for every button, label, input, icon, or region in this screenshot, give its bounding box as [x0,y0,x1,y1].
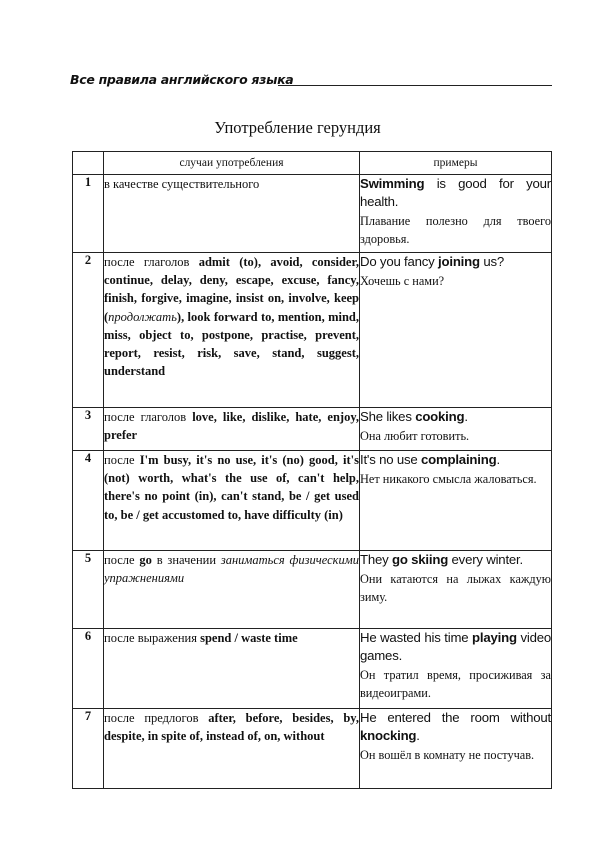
usage-case [104,451,360,551]
case-lead: после [104,453,140,467]
row-number: 6 [73,629,104,709]
example-cell [360,551,552,629]
row-number: 5 [73,551,104,629]
usage-case [104,175,360,253]
header-num [73,152,104,175]
example-gerund: playing [472,630,517,645]
example-translation: Плавание полезно для твоего здоровья. [360,214,551,246]
example-after: us? [479,254,505,269]
example-cell [360,408,552,451]
example-before: She likes [360,409,416,424]
row-number: 2 [73,253,104,408]
example-cell [360,629,552,709]
section-title: Употребление герундия [214,118,381,137]
example-translation: Он тратил время, просиживая за видеоиграми. [360,668,551,700]
case-tail: в значении [151,553,221,567]
case-terms: spend / waste time [200,631,298,645]
example-after: . [416,728,420,743]
example-translation: Она любит готовить. [360,429,470,443]
running-title: Все правила английского языка [70,72,294,87]
example-translation: Они катаются на лыжах каждую зиму. [360,572,551,604]
gerund-usage-table [72,151,552,789]
header-examples: примеры [360,152,552,175]
example-after: . [496,452,500,467]
example-before: They [360,552,392,567]
example-gerund: joining [438,254,480,269]
table-row [73,408,552,451]
table-row [73,709,552,789]
case-lead: в качестве существительного [104,177,260,191]
example-english [360,629,551,665]
example-translation: Хочешь с нами? [360,274,445,288]
example-gerund: Swimming [360,176,425,191]
case-lead: после [104,553,140,567]
example-english [360,709,551,745]
row-number: 7 [73,709,104,789]
example-translation: Он вошёл в комнату не постучав. [360,748,535,762]
example-cell [360,451,552,551]
usage-case [104,709,360,789]
case-terms: after, before, besides, by, despite, in spite of, instead of, on, without [104,711,359,744]
example-after: is good for your health. [360,176,551,209]
row-number: 3 [73,408,104,451]
usage-case [104,253,360,408]
usage-case [104,629,360,709]
running-header [70,70,552,90]
case-terms: I'm busy, it's no use, it's (no) good, it's (not) worth, what's the use of, can't help, there's no point (in), can't stand, be / get used to, be / get accustomed to, have difficulty (in) [104,453,359,522]
example-english [360,253,551,271]
case-terms-after: ), look forward to, mention, mind, miss, object to, postpone, practise, prevent, report, resist, risk, save, stand, suggest, understand [104,309,359,379]
example-english [360,551,551,569]
table-row [73,175,552,253]
case-lead: после глаголов [104,255,199,269]
row-number: 4 [73,451,104,551]
table-row [73,629,552,709]
example-after: every winter. [448,552,523,567]
example-after: . [464,409,468,424]
case-lead: после глаголов [104,410,193,424]
example-gerund: go skiing [391,552,449,567]
example-english [360,408,551,426]
header-rule [278,85,552,86]
example-gerund: complaining [420,452,497,467]
example-cell [360,709,552,789]
example-english [360,451,551,469]
header-cases: случаи употребления [104,152,360,175]
case-terms: go [139,553,152,567]
example-gerund: knocking [360,728,417,743]
row-number: 1 [73,175,104,253]
case-italic: продолжать [108,309,177,324]
case-lead: после предлогов [104,711,209,725]
example-translation: Нет никакого смысла жаловаться. [360,472,537,486]
case-tail-italic: заниматься физическими упражнениями [104,553,359,586]
table-row [73,551,552,629]
table-row [73,451,552,551]
example-english [360,175,551,211]
case-terms: admit (to), avoid, consider, continue, delay, deny, escape, excuse, fancy, finish, forgive, imagine, insist on, involve, keep ( [104,255,360,324]
table-header-row [73,152,552,175]
example-before: He entered the room without [360,710,551,725]
usage-case [104,551,360,629]
table-row [73,253,552,408]
example-cell [360,175,552,253]
example-before: Do you fancy [360,254,439,269]
example-cell [360,253,552,408]
example-before: It's no use [360,452,421,467]
example-gerund: cooking [415,409,465,424]
usage-case [104,408,360,451]
case-terms: love, like, dislike, hate, enjoy, prefer [104,410,359,443]
example-before: He wasted his time [360,630,473,645]
case-lead: после выражения [104,631,201,645]
example-after: video games. [360,630,551,663]
